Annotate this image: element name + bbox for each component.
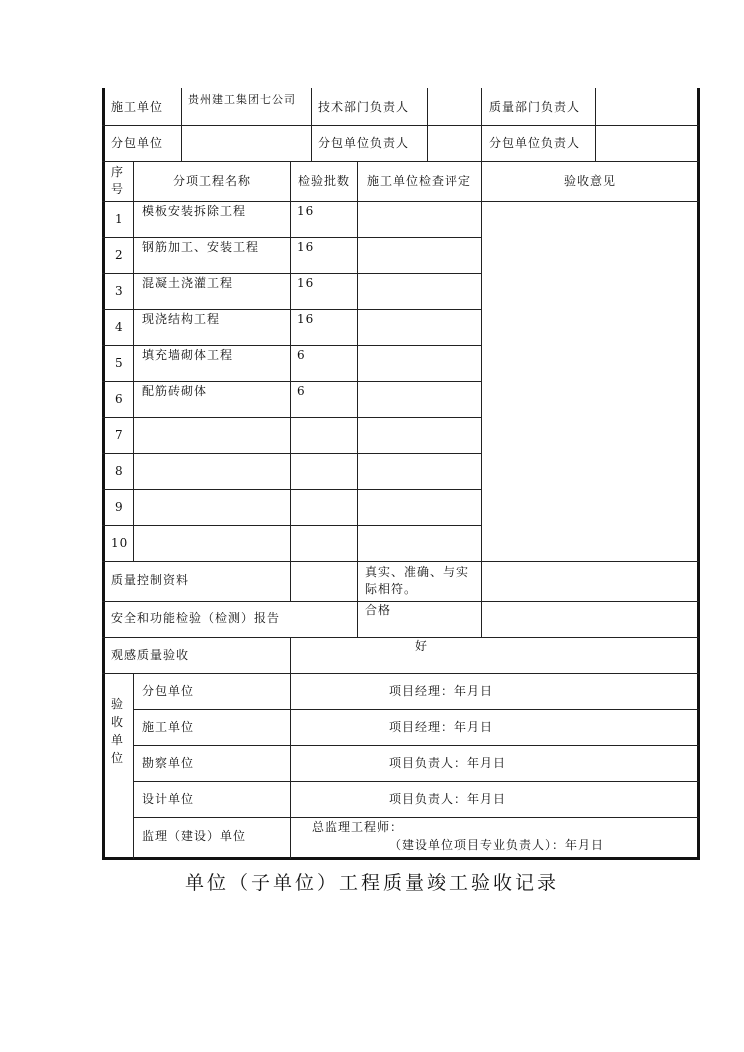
quality-dept-label: 质量部门负责人 xyxy=(489,100,581,114)
row-item-name: 混凝土浇灌工程 xyxy=(142,276,234,290)
col-divider xyxy=(133,161,134,561)
col-divider xyxy=(181,88,182,161)
sub-unit-label: 分包单位 xyxy=(111,136,164,150)
acceptance-signature: 项目负责人：年月日 xyxy=(389,756,507,770)
col-divider xyxy=(290,637,291,859)
row-divider xyxy=(133,709,699,710)
col-opinion: 验收意见 xyxy=(564,174,617,188)
row-divider xyxy=(102,201,699,202)
row-number: 6 xyxy=(115,392,124,406)
row-batch-count: 6 xyxy=(297,348,306,362)
row-divider xyxy=(133,817,699,818)
row-batch-count: 16 xyxy=(297,240,315,254)
acceptance-unit-name: 分包单位 xyxy=(142,684,195,698)
acceptance-unit-name: 勘察单位 xyxy=(142,756,195,770)
row-divider xyxy=(102,381,481,382)
row-number: 8 xyxy=(115,464,124,478)
row-item-name: 填充墙砌体工程 xyxy=(142,348,234,362)
col-divider xyxy=(357,161,358,637)
quality-control-label: 质量控制资料 xyxy=(111,573,190,587)
acceptance-signature: 项目经理：年月日 xyxy=(389,684,494,698)
row-item-name: 现浇结构工程 xyxy=(142,312,221,326)
safety-report-label: 安全和功能检验（检测）报告 xyxy=(111,611,281,625)
table-border-left xyxy=(102,88,105,860)
row-number: 10 xyxy=(111,536,129,550)
row-number: 5 xyxy=(115,356,124,370)
row-divider xyxy=(102,601,699,602)
row-divider xyxy=(102,417,481,418)
row-divider xyxy=(102,161,699,162)
supervision-unit-name: 监理（建设）单位 xyxy=(142,829,247,843)
acceptance-unit-name: 设计单位 xyxy=(142,792,195,806)
row-divider xyxy=(133,745,699,746)
row-item-name: 模板安装拆除工程 xyxy=(142,204,247,218)
row-divider xyxy=(102,673,699,674)
construction-unit-value: 贵州建工集团七公司 xyxy=(188,93,296,106)
page-title: 单位（子单位）工程质量竣工验收记录 xyxy=(184,872,559,894)
col-divider xyxy=(481,161,482,637)
construction-unit-label: 施工单位 xyxy=(111,100,164,114)
acceptance-unit-vlabel: 验 xyxy=(111,697,125,711)
row-number: 7 xyxy=(115,428,124,442)
row-divider xyxy=(102,273,481,274)
row-item-name: 配筋砖砌体 xyxy=(142,384,208,398)
acceptance-signature: 项目经理：年月日 xyxy=(389,720,494,734)
row-number: 1 xyxy=(115,212,124,226)
acceptance-unit-vlabel: 单 xyxy=(111,733,125,747)
sub-unit-resp-label-2: 分包单位负责人 xyxy=(489,136,581,150)
appearance-quality-value: 好 xyxy=(415,639,429,653)
row-divider xyxy=(102,125,699,126)
row-batch-count: 16 xyxy=(297,204,315,218)
row-divider xyxy=(133,781,699,782)
col-self-check: 施工单位检查评定 xyxy=(367,174,472,188)
safety-report-check: 合格 xyxy=(365,603,392,617)
table-border-bottom xyxy=(102,857,700,860)
chief-supervisor-signature: 总监理工程师： xyxy=(312,820,404,834)
row-divider xyxy=(102,525,481,526)
row-item-name: 钢筋加工、安装工程 xyxy=(142,240,260,254)
acceptance-unit-vlabel: 收 xyxy=(111,715,125,729)
acceptance-unit-name: 施工单位 xyxy=(142,720,195,734)
row-divider xyxy=(102,561,699,562)
row-number: 3 xyxy=(115,284,124,298)
row-divider xyxy=(102,345,481,346)
row-divider xyxy=(102,309,481,310)
col-divider xyxy=(290,161,291,601)
row-number: 9 xyxy=(115,500,124,514)
row-batch-count: 16 xyxy=(297,276,315,290)
col-seq-label: 序 xyxy=(111,165,125,179)
col-divider xyxy=(133,673,134,859)
row-number: 2 xyxy=(115,248,124,262)
row-number: 4 xyxy=(115,320,124,334)
col-divider xyxy=(427,88,428,161)
col-item-name: 分项工程名称 xyxy=(173,174,252,188)
quality-control-check-line-2: 际相符。 xyxy=(365,582,418,596)
row-batch-count: 6 xyxy=(297,384,306,398)
tech-dept-label: 技术部门负责人 xyxy=(318,100,410,114)
acceptance-unit-vlabel: 位 xyxy=(111,751,125,765)
sub-unit-resp-label: 分包单位负责人 xyxy=(318,136,410,150)
appearance-quality-label: 观感质量验收 xyxy=(111,648,190,662)
row-divider xyxy=(102,453,481,454)
row-divider xyxy=(102,237,481,238)
row-divider xyxy=(102,489,481,490)
col-divider xyxy=(311,88,312,161)
col-batch-count: 检验批数 xyxy=(298,174,351,188)
col-seq-label-2: 号 xyxy=(111,182,125,196)
owner-representative-signature: （建设单位项目专业负责人）：年月日 xyxy=(389,838,605,852)
quality-control-check-line-1: 真实、准确、与实 xyxy=(365,565,470,579)
acceptance-signature: 项目负责人：年月日 xyxy=(389,792,507,806)
row-divider xyxy=(102,637,699,638)
col-divider xyxy=(481,88,482,161)
col-divider xyxy=(595,88,596,161)
row-batch-count: 16 xyxy=(297,312,315,326)
